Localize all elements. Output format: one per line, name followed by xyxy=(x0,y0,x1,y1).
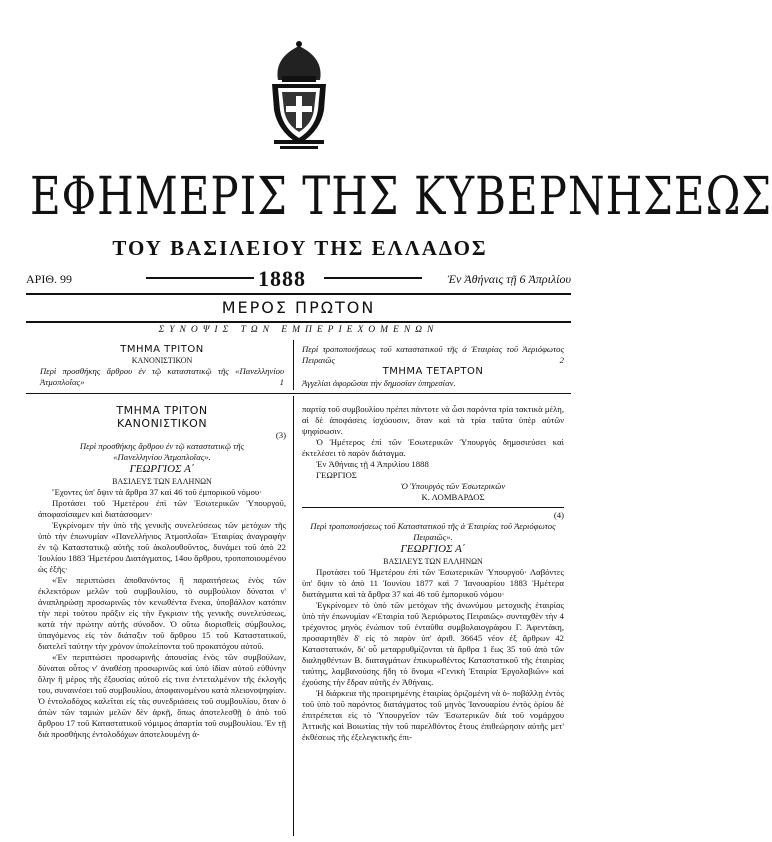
decree-number: (3) xyxy=(275,430,286,440)
issue-year: 1888 xyxy=(258,266,306,291)
subsection-heading: ΚΑΝΟΝΙΣΤΙΚΟΝ xyxy=(116,417,208,430)
decree-paragraph: Ἐγκρίνομεν τὴν ὑπὸ τῆς γενικῆς συνελεύσεως τῶν μετόχων τῆς ὑπὸ τὴν ἐπωνυμίαν «Πανελλήνιος Ἀτμοπλοΐα» Ἑταιρίας ἀναγραφὴν ἐν τῷ Καταστατικῷ αὐτῆς τοῦ ἀκολουθοῦντος, δυνάμει τοῦ ἀπὸ 22 Ἰουλίου 1883 Ἡμετέρου Διατάγματος, 14ου ἄρθρου, τροποποιουμένου ὡς ἐξῆς· xyxy=(38,520,286,574)
year-rule-right xyxy=(324,277,422,279)
decree-date: Ἐν Ἀθήναις τῇ 4 Ἀπριλίου 1888 xyxy=(316,459,429,469)
right-column xyxy=(302,404,564,743)
toc-left xyxy=(40,344,284,388)
toc-entry-text: Περὶ προσθήκης ἄρθρου ἐν τῷ καταστατικῷ τῆς «Πανελληνίου Ἀτμοπλοΐας» xyxy=(40,366,284,387)
decree-paragraph: Ἐγκρίνομεν τὸ ὑπὸ τῶν μετόχων τῆς ἀνωνύμου μετοχικῆς ἑταιρίας ὑπὸ τὴν ἐπωνυμίαν «Ἑταιρία τοῦ Ἀεριόφωτος Πειραιῶς» συνταχθὲν τὴν 4 τρέχοντος μηνὸς ἐνώπιον τοῦ ἐνταῦθα συμβολαιογράφου Γ. Ἀφεντάκη, προσαρτηθὲν δ' εἰς τὸ παρὸν ὑπ' ἀριθ. 36645 νέον ἐξ ἄρθρων 42 Καταστατικόν, δι' οὗ μεταρρυθμίζονται τὰ ἄρθρα 1 ἕως 35 τοῦ ἀπὸ τῶν διαληφθέντων Β. διαταγμάτων ἐπικυρωθέντος Καταστατικοῦ τῆς ἑταιρίας ταύτης, λαμβανούσης ἤδη τὸ ὄνομα «Γενικὴ Ἑταιρία Ἐργολαβιῶν» καὶ ἐχούσης τὴν ἕδραν αὐτῆς ἐν Ἀθήναις. xyxy=(302,600,564,687)
masthead-subtitle: ΤΟΥ ΒΑΣΙΛΕΙΟΥ ΤΗΣ ΕΛΛΑΔΟΣ xyxy=(112,236,488,260)
toc-entry-text: Περὶ τροποποιήσεως τοῦ καταστατικοῦ τῆς ἀ Ἑταιρίας τοῦ Ἀεριόφωτος Πειραιῶς xyxy=(302,344,564,365)
part-banner: ΜΕΡΟΣ ΠΡΩΤΟΝ xyxy=(26,293,571,323)
decree-paragraph: Ἡ διάρκεια τῆς προειρημένης ἑταιρίας ὁριζομένη νὰ ὁ- ποβάλλῃ ἐντὸς τοῦ ὑπὸ τοῦ παρόντος διατάγματος τοῦ μηνὸς Ἰανουαρίου ἐντὸς ὁρίου δὲ ἐπιτρέπεται εἰς τὸ Ὑπουργεῖον τῶν Ἐσωτερικῶν διὰ τοῦ νομάρχου Ἀττικῆς καὶ Βοιωτίας τὴν τοῦ παρελθόντος ἔτους ἐπιθεώρησιν αὐτῆς μετ' ἐκθέσεως τῆς ἐξελεγκτικῆς ἐπι- xyxy=(302,688,564,742)
decree-paragraph: «Ἐν περιπτώσει ἀποθανόντος ἢ παραιτήσεως ἑνὸς τῶν ἐκλεκτόρων μελῶν τοῦ συμβουλίου, τὸ συμβούλιον δύναται ν' ἀναπληρώσῃ προσωρινῶς τὸν κενωθέντα ἕνεκα, ὑποβάλλον κατόπιν τὴν περὶ τούτου πρᾶξιν εἰς τὴν ἔγκρισιν τῆς γενικῆς συνελεύσεως, κατὰ τὴν πρώτην αὐτῆς σύνοδον. Ὁ οὕτω διορισθεὶς σύμβουλος, ὑπαγόμενος εἰς τὸν διάταξιν τοῦ ἄρθρου 15 τοῦ Καταστατικοῦ, διατελεῖ ταύτην τὴν χρόνον ὑπολείποντα τοῦ προκατόχου αὐτοῦ. xyxy=(38,575,286,651)
decree-paragraph: Ἔχοντες ὑπ' ὄψιν τὰ ἄρθρα 37 καὶ 46 τοῦ ἐμπορικοῦ νόμου· xyxy=(52,487,263,497)
signer-king: ΓΕΩΡΓΙΟΣ xyxy=(316,470,357,480)
toc-subsection: ΚΑΝΟΝΙΣΤΙΚΟΝ xyxy=(131,356,193,365)
toc-entry: Ἀγγελίαι ἀφορῶσαι τὴν δημοσίαν ὑπηρεσίαν. xyxy=(302,378,456,388)
year-rule-left xyxy=(146,277,254,279)
issue-date: Ἐν Ἀθήναις τῇ 6 Ἀπριλίου xyxy=(447,272,571,286)
toc-divider xyxy=(293,340,294,390)
king-name: ΓΕΩΡΓΙΟΣ Α΄ xyxy=(400,543,466,555)
issue-line xyxy=(26,266,571,290)
toc-bottom-rule xyxy=(26,393,571,394)
minister-name: Κ. ΛΟΜΒΑΡΔΟΣ xyxy=(421,492,485,502)
decree-title: Περὶ προσθήκης ἄρθρου ἐν τῷ καταστατικῷ τῆς «Πανελληνίου Ἀτμοπλοΐας». xyxy=(79,441,245,462)
contents-title: ΣΥΝΟΨΙΣ ΤΩΝ ΕΜΠΕΡΙΕΧΟΜΕΝΩΝ xyxy=(158,325,439,335)
decree-paragraph: Προτάσει τοῦ Ἡμετέρου ἐπὶ τῶν Ἐσωτερικῶν Ὑπουργοῦ· Λαβόντες ὑπ' ὄψιν τὸ ἀπὸ 11 Ἰουνίου 1877 καὶ 7 Ἰανουαρίου 1883 Ἡμέτερα διατάγματα καὶ τὰ ἄρθρα 37 καὶ 46 τοῦ ἐμπορικοῦ νόμου· xyxy=(302,567,564,599)
king-name: ΓΕΩΡΓΙΟΣ Α΄ xyxy=(129,463,195,475)
issue-number: ΑΡΙΘ. 99 xyxy=(26,272,73,286)
toc-section: ΤΜΗΜΑ ΤΕΤΑΡΤΟΝ xyxy=(382,366,484,377)
decree-separator xyxy=(302,507,564,508)
decree-paragraph: «Ἐν περιπτώσει προσωρινῆς ἀπουσίας ἑνὸς τῶν συμβούλων, δύναται οὗτος ν' ἀναθέσῃ προσωρινῶς καὶ ὑπὸ ἰδίαν αὐτοῦ εὐθύνην ὅλην ἢ μέρος τῆς ἐξουσίας αὐτοῦ εἰς τινα ἐντεταλμένον τῆς ἐκλογῆς του, συναινέσει τοῦ συμβουλίου, ἀποφαινομένου κατὰ πλειονοψηφίαν. Ὁ ἐντολοδόχος καλεῖται εἰς τὰς συνεδριάσεις τοῦ συμβουλίου, ὅταν ὁ ἀπὼν τῶν ταμιών μελῶν δὲν ἀρκῇ, ὅπως ἀποτελεσθῇ ὁ ἀπὸ τοῦ ἄρθρου 17 τοῦ Καταστατικοῦ νόμιμος ἀπαρτία τοῦ συμβουλίου. Ἐν τῇ διὰ προσθήκης ἐντολοδόχων ἀποτελουμένῃ ἀ- xyxy=(38,652,287,739)
minister-title: Ὁ Ὑπουργὸς τῶν Ἐσωτερικῶν xyxy=(400,481,506,491)
toc-entry xyxy=(40,366,284,388)
section-heading: ΤΜΗΜΑ ΤΡΙΤΟΝ xyxy=(116,404,208,417)
decree-paragraph: Ὁ Ἡμέτερος ἐπὶ τῶν Ἐσωτερικῶν Ὑπουργὸς δημοσιεύσει καὶ ἐκτελέσει τὸ παρὸν διάταγμα. xyxy=(302,437,564,458)
toc-page: 2 xyxy=(559,355,564,365)
decree-paragraph: Προτάσει τοῦ Ἡμετέρου ἐπὶ τῶν Ἐσωτερικῶν Ὑπουργοῦ, ἀποφασίσαμεν καὶ διατάσσομεν· xyxy=(38,498,286,519)
decree-number: (4) xyxy=(553,510,564,520)
toc-page: 1 xyxy=(279,377,284,387)
king-title: ΒΑΣΙΛΕΥΣ ΤΩΝ ΕΛΛΗΝΩΝ xyxy=(383,557,483,566)
column-divider xyxy=(293,396,294,836)
toc-entry xyxy=(302,344,564,366)
toc-right xyxy=(302,344,564,389)
toc-section: ΤΜΗΜΑ ΤΡΙΤΟΝ xyxy=(120,344,204,355)
king-title: ΒΑΣΙΛΕΥΣ ΤΩΝ ΕΛΛΗΝΩΝ xyxy=(112,477,212,486)
left-column xyxy=(38,404,286,740)
masthead-title: ΕΦΗΜΕΡΙΣ ΤΗΣ ΚΥΒΕΡΝΗΣΕΩΣ xyxy=(30,165,772,227)
royal-crest-icon xyxy=(268,40,330,152)
decree-paragraph: παρτίᾳ τοῦ συμβουλίου πρέπει πάντοτε νὰ ὦσι παρόντα τρία τακτικὰ μέλη, αἱ δὲ ἀποφάσεις ἰσχύουσιν, ὅταν καὶ τὰ τρία ταῦτα ὑπὲρ αὐτῶν ψηφίσωσιν. xyxy=(302,404,564,436)
decree-title: Περὶ τροποποιήσεως τοῦ Καταστατικοῦ τῆς ἀ Ἑταιρίας τοῦ Ἀεριόφωτος Πειραιῶς». xyxy=(310,521,556,542)
